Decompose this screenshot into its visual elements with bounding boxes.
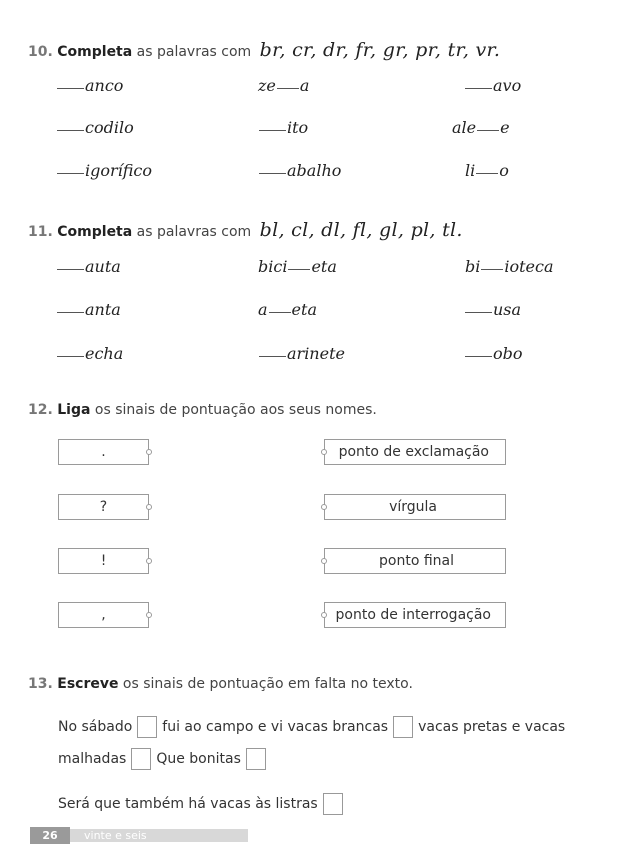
word-part: a xyxy=(258,300,268,319)
exercise-12-heading xyxy=(28,402,377,418)
blank-line[interactable] xyxy=(259,355,286,357)
connector-dot[interactable] xyxy=(146,504,152,510)
instruction-verb: Completa xyxy=(57,224,133,240)
exercise-13-heading xyxy=(28,676,413,692)
word-10-2-3 xyxy=(258,161,341,180)
connector-dot[interactable] xyxy=(146,558,152,564)
word-part: avo xyxy=(493,76,522,95)
punctuation-box[interactable] xyxy=(393,716,413,738)
blank-line[interactable] xyxy=(481,268,503,270)
word-10-3-3 xyxy=(465,161,509,180)
connector-dot[interactable] xyxy=(146,612,152,618)
instruction-text: as palavras com xyxy=(132,224,252,240)
word-10-3-1 xyxy=(464,76,521,95)
word-11-1-3 xyxy=(56,344,123,363)
blank-line[interactable] xyxy=(465,355,492,357)
name-box-question[interactable]: ponto de interrogação xyxy=(324,602,506,628)
punctuation-box[interactable] xyxy=(137,716,157,738)
text-segment: Será que também há vacas às listras xyxy=(58,796,318,812)
text-segment: No sábado xyxy=(58,719,133,735)
punctuation-box[interactable] xyxy=(323,793,343,815)
word-11-3-3 xyxy=(464,344,523,363)
punctuation-box[interactable] xyxy=(246,748,266,770)
word-11-2-1 xyxy=(258,257,337,276)
word-part: a xyxy=(299,76,310,95)
word-part: anta xyxy=(85,300,121,319)
exercise-number: 10. xyxy=(28,44,53,60)
exercise-number: 13. xyxy=(28,676,53,692)
exercise-11-heading xyxy=(28,219,463,241)
word-10-1-3 xyxy=(56,161,152,180)
blank-line[interactable] xyxy=(465,311,492,313)
blank-line[interactable] xyxy=(477,129,499,131)
word-part: o xyxy=(499,161,509,180)
instruction-verb: Completa xyxy=(57,44,133,60)
blank-line[interactable] xyxy=(57,87,84,89)
word-11-3-2 xyxy=(464,300,521,319)
blank-line[interactable] xyxy=(259,172,286,174)
word-part: eta xyxy=(291,300,317,319)
blank-line[interactable] xyxy=(57,268,84,270)
word-part: igorífico xyxy=(85,161,153,180)
blank-line[interactable] xyxy=(259,129,286,131)
text-segment: vacas pretas e vacas xyxy=(418,719,566,735)
sign-box-period[interactable]: . xyxy=(58,439,149,465)
text-segment: fui ao campo e vi vacas brancas xyxy=(162,719,389,735)
text-segment: malhadas xyxy=(58,751,127,767)
text-segment: Que bonitas xyxy=(156,751,241,767)
word-part: echa xyxy=(85,344,124,363)
word-part: eta xyxy=(311,257,337,276)
word-10-2-1 xyxy=(258,76,309,95)
word-part: ioteca xyxy=(504,257,554,276)
text-line-1 xyxy=(58,716,565,738)
word-part: bi xyxy=(465,257,481,276)
word-11-1-1 xyxy=(56,257,121,276)
blank-line[interactable] xyxy=(57,355,84,357)
sign-box-question[interactable]: ? xyxy=(58,494,149,520)
blank-line[interactable] xyxy=(269,311,291,313)
blank-line[interactable] xyxy=(57,311,84,313)
text-line-3 xyxy=(58,793,348,815)
word-part: e xyxy=(500,118,510,137)
page-number-badge: 26 xyxy=(30,827,70,844)
connector-dot[interactable] xyxy=(146,449,152,455)
name-box-period[interactable]: ponto final xyxy=(324,548,506,574)
word-10-2-2 xyxy=(258,118,308,137)
word-10-1-1 xyxy=(56,76,123,95)
letter-groups: br, cr, dr, fr, gr, pr, tr, vr. xyxy=(259,39,501,61)
word-part: ale xyxy=(452,118,477,137)
word-11-2-3 xyxy=(258,344,345,363)
word-10-1-2 xyxy=(56,118,134,137)
word-part: codilo xyxy=(85,118,134,137)
word-part: abalho xyxy=(287,161,342,180)
exercise-number: 12. xyxy=(28,402,53,418)
exercise-10-heading xyxy=(28,39,500,61)
word-part: ito xyxy=(287,118,309,137)
word-part: usa xyxy=(493,300,522,319)
word-11-2-2 xyxy=(258,300,317,319)
blank-line[interactable] xyxy=(476,172,498,174)
blank-line[interactable] xyxy=(57,172,84,174)
exercise-number: 11. xyxy=(28,224,53,240)
word-10-3-2 xyxy=(452,118,510,137)
page-number-words: vinte e seis xyxy=(70,829,248,842)
word-part: obo xyxy=(493,344,523,363)
connector-dot[interactable] xyxy=(321,558,327,564)
blank-line[interactable] xyxy=(57,129,84,131)
instruction-text: os sinais de pontuação em falta no texto. xyxy=(118,676,413,692)
blank-line[interactable] xyxy=(288,268,310,270)
word-part: bici xyxy=(258,257,288,276)
word-part: auta xyxy=(85,257,121,276)
word-11-3-1 xyxy=(465,257,554,276)
word-part: anco xyxy=(85,76,124,95)
letter-groups: bl, cl, dl, fl, gl, pl, tl. xyxy=(259,219,463,241)
sign-box-exclamation[interactable]: ! xyxy=(58,548,149,574)
word-part: arinete xyxy=(287,344,345,363)
instruction-verb: Liga xyxy=(57,402,91,418)
text-line-2 xyxy=(58,748,271,770)
connector-dot[interactable] xyxy=(321,449,327,455)
instruction-text: os sinais de pontuação aos seus nomes. xyxy=(90,402,377,418)
word-part: li xyxy=(465,161,476,180)
instruction-verb: Escreve xyxy=(57,676,119,692)
punctuation-box[interactable] xyxy=(131,748,151,770)
word-11-1-2 xyxy=(56,300,121,319)
sign-box-comma[interactable]: , xyxy=(58,602,149,628)
word-part: ze xyxy=(258,76,276,95)
name-box-comma[interactable]: vírgula xyxy=(324,494,506,520)
name-box-exclamation[interactable]: ponto de exclamação xyxy=(324,439,506,465)
instruction-text: as palavras com xyxy=(132,44,252,60)
connector-dot[interactable] xyxy=(321,612,327,618)
blank-line[interactable] xyxy=(277,87,299,89)
blank-line[interactable] xyxy=(465,87,492,89)
connector-dot[interactable] xyxy=(321,504,327,510)
